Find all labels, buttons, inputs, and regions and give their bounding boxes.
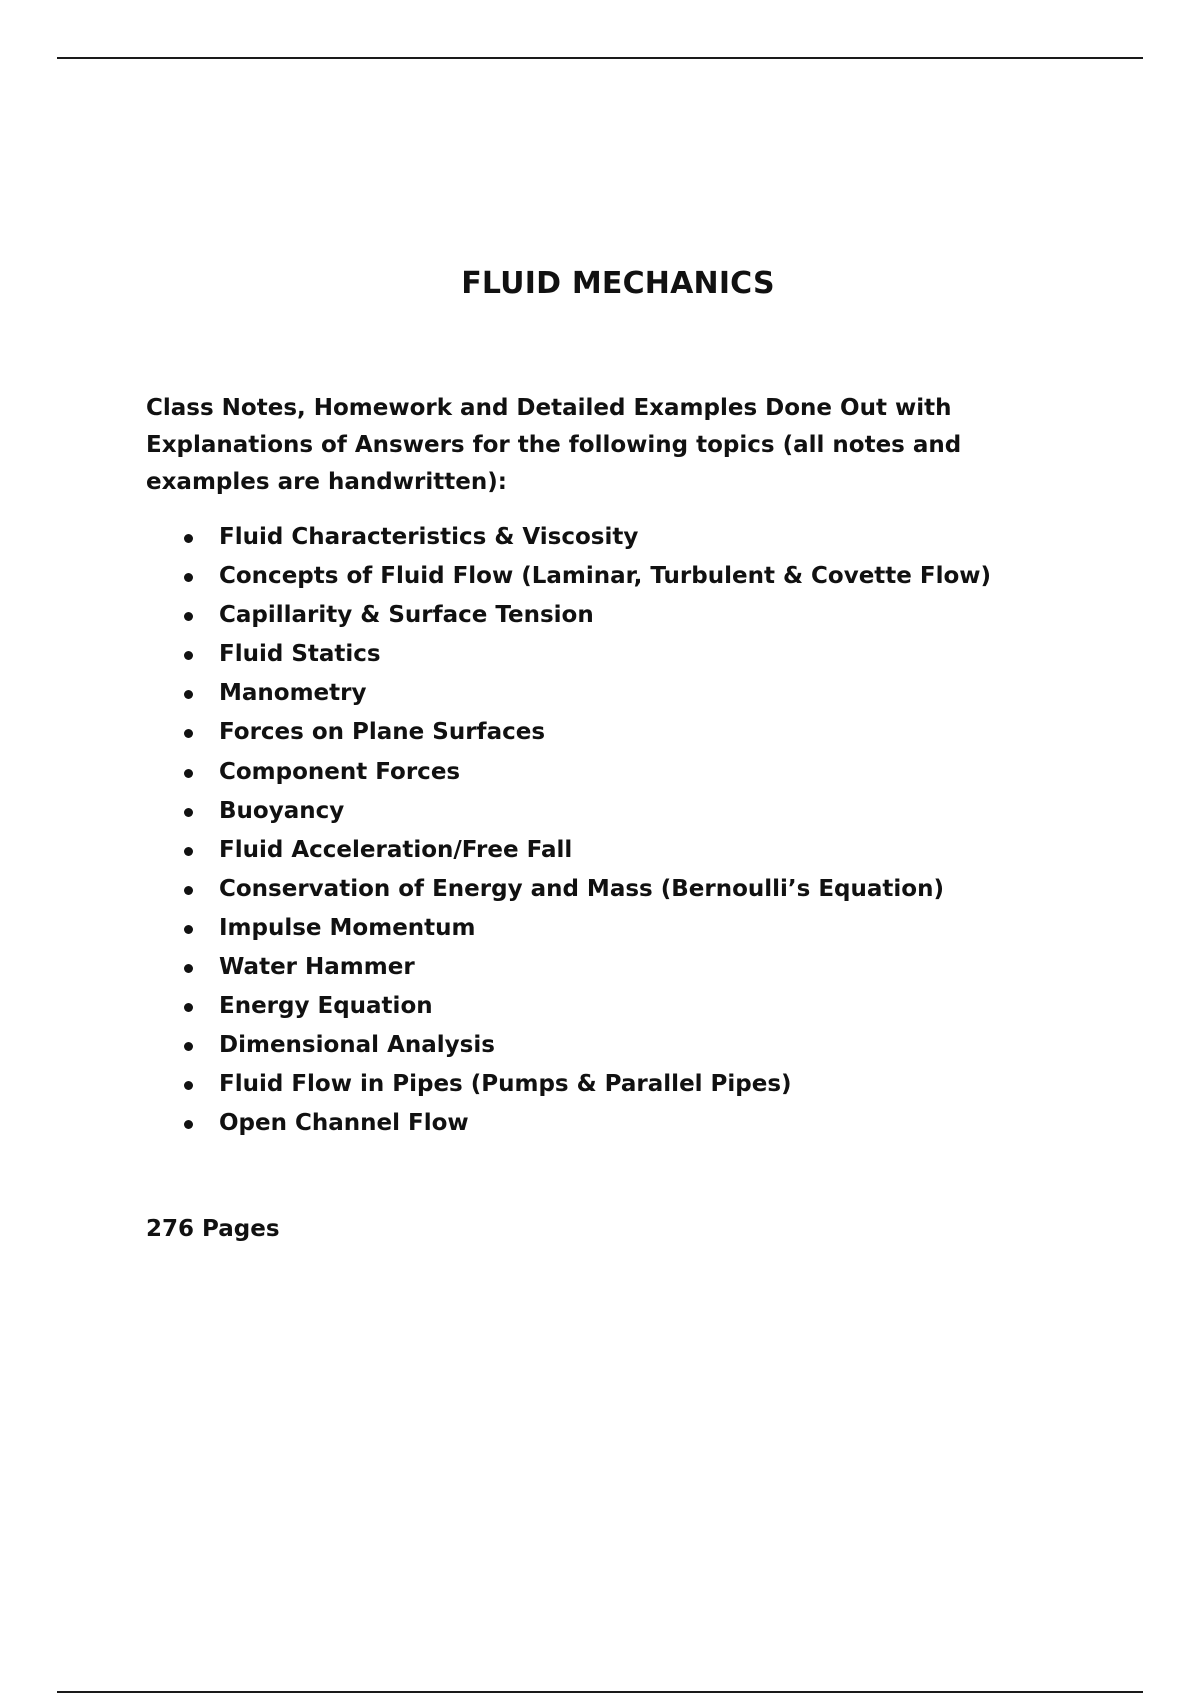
bullet-icon xyxy=(184,769,193,778)
topic-label: Forces on Plane Surfaces xyxy=(219,719,546,746)
bottom-rule xyxy=(57,1691,1143,1693)
topic-item xyxy=(0,870,991,909)
topic-item xyxy=(0,635,991,674)
topic-item xyxy=(0,557,991,596)
topic-label: Water Hammer xyxy=(219,954,415,981)
bullet-icon xyxy=(184,964,193,973)
bullet-icon xyxy=(184,1120,193,1129)
topic-item xyxy=(0,987,991,1026)
topic-label: Open Channel Flow xyxy=(219,1110,469,1137)
intro-paragraph: Class Notes, Homework and Detailed Examples Done Out with Explanations of Answers for the following topics (all notes and examples are handwritten): xyxy=(146,395,962,495)
bullet-icon xyxy=(184,1003,193,1012)
topic-label: Conservation of Energy and Mass (Bernoulli’s Equation) xyxy=(219,875,944,902)
topic-item xyxy=(0,792,991,831)
topic-item xyxy=(0,713,991,752)
top-rule xyxy=(57,57,1143,59)
topic-item xyxy=(0,596,991,635)
bullet-icon xyxy=(184,690,193,699)
topic-label: Impulse Momentum xyxy=(219,914,476,941)
topic-item xyxy=(0,1104,991,1143)
topic-label: Concepts of Fluid Flow (Laminar, Turbulent & Covette Flow) xyxy=(219,563,992,590)
topic-item xyxy=(0,518,991,557)
bullet-icon xyxy=(184,651,193,660)
topics-list xyxy=(0,518,991,1144)
bullet-icon xyxy=(184,729,193,738)
topic-item xyxy=(0,674,991,713)
topic-label: Fluid Acceleration/Free Fall xyxy=(219,836,573,863)
topic-item xyxy=(0,948,991,987)
bullet-icon xyxy=(184,1042,193,1051)
bullet-icon xyxy=(184,847,193,856)
document-title: FLUID MECHANICS xyxy=(461,266,775,301)
topic-label: Buoyancy xyxy=(219,797,345,824)
topic-label: Fluid Statics xyxy=(219,641,381,668)
topic-label: Component Forces xyxy=(219,758,461,785)
topic-label: Manometry xyxy=(219,680,367,707)
topic-item xyxy=(0,1026,991,1065)
bullet-icon xyxy=(184,573,193,582)
topic-label: Fluid Characteristics & Viscosity xyxy=(219,524,639,550)
topic-label: Fluid Flow in Pipes (Pumps & Parallel Pipes) xyxy=(219,1071,792,1098)
page-count: 276 Pages xyxy=(146,1216,280,1242)
bullet-icon xyxy=(184,886,193,895)
topic-item xyxy=(0,909,991,948)
bullet-icon xyxy=(184,1081,193,1090)
bullet-icon xyxy=(184,925,193,934)
topic-label: Dimensional Analysis xyxy=(219,1032,495,1059)
topic-item xyxy=(0,831,991,870)
bullet-icon xyxy=(184,808,193,817)
topic-item xyxy=(0,1065,991,1104)
topic-item xyxy=(0,753,991,792)
topic-label: Energy Equation xyxy=(219,993,433,1020)
topic-label: Capillarity & Surface Tension xyxy=(219,602,594,629)
bullet-icon xyxy=(184,534,193,543)
bullet-icon xyxy=(184,612,193,621)
